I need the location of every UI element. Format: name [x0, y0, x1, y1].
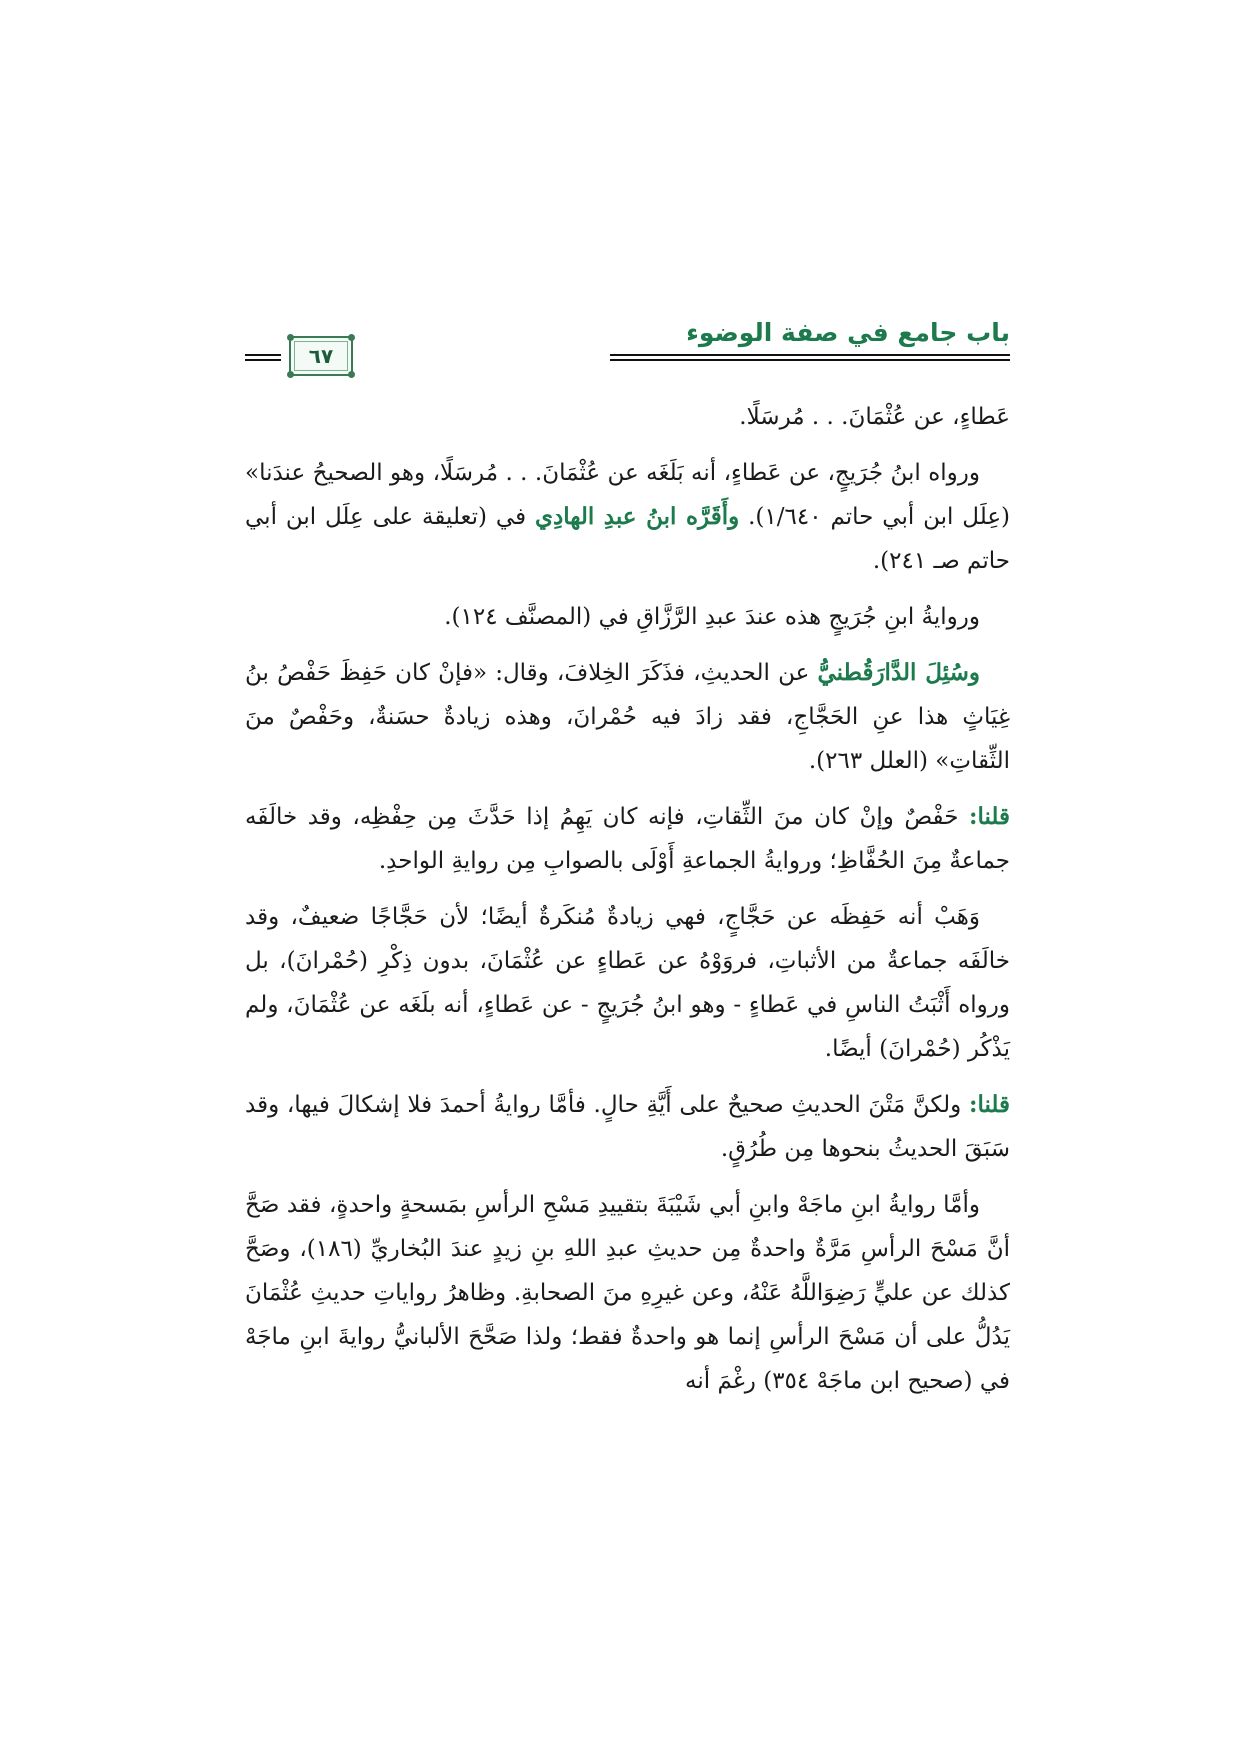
header-rule-double: [610, 359, 1010, 361]
frame-ornament-icon: [348, 371, 355, 378]
label-qulna: قلنا:: [968, 1091, 1011, 1118]
paragraph-4-text: عن الحديثِ، فذَكَرَ الخِلافَ، وقال: «فإنْ كان حَفِظَ حَفْصُ بنُ غِيَاثٍ هذا عنِ الحَجَّاجِ، فقد زادَ فيه حُمْرانَ، وهذه زيادةٌ حسَنةٌ، وحَفْصٌ منَ الثِّقاتِ» (العلل ٢٦٣).: [245, 660, 1010, 774]
paragraph-1: عَطاءٍ، عن عُثْمَانَ. . . مُرسَلًا.: [739, 404, 1010, 430]
paragraph-7: [245, 1083, 1010, 1171]
page-header: [245, 318, 1010, 384]
paragraph-2-text-end: في (تعليقة على عِلَل ابن أبي حاتم صـ ٢٤١).: [245, 504, 1010, 574]
paragraph-5-text: حَفْصٌ وإنْ كان منَ الثِّقاتِ، فإنه كان يَهِمُ إذا حَدَّثَ مِن حِفْظِه، وقد خالَفَه جماعةٌ مِنَ الحُفَّاظِ؛ وروايةُ الجماعةِ أَوْلَى بالصوابِ مِن روايةِ الواحدِ.: [245, 804, 1010, 874]
paragraph-4: [245, 651, 1010, 783]
paragraph-2: [245, 451, 1010, 583]
paragraph-6: وَهَبْ أنه حَفِظَه عن حَجَّاجٍ، فهي زيادةٌ مُنكَرةٌ أيضًا؛ لأن حَجَّاجًا ضعيفٌ، وقد خالَفَه جماعةٌ من الأثباتِ، فروَوْهُ عن عَطاءٍ عن عُثْمَانَ، بدون ذِكْرِ (حُمْرانَ)، بل ورواه أَثْبَتُ الناسِ في عَطاءٍ - وهو ابنُ جُرَيجٍ - عن عَطاءٍ، أنه بلَغَه عن عُثْمَانَ، ولم يَذْكُر (حُمْرانَ) أيضًا.: [245, 904, 1010, 1062]
frame-ornament-icon: [287, 334, 294, 341]
header-rule-left: [245, 354, 281, 356]
paragraph-8: وأمَّا روايةُ ابنِ ماجَهْ وابنِ أبي شَيْبَةَ بتقييدِ مَسْحِ الرأسِ بمَسحةٍ واحدةٍ، فقد صَحَّ أنَّ مَسْحَ الرأسِ مَرَّةٌ واحدةٌ مِن حديثِ عبدِ اللهِ بنِ زيدٍ عندَ البُخاريِّ (١٨٦)، وصَحَّ كذلك عن عليٍّ رَضِوَاللَّهُ عَنْهُ، وعن غيرِهِ منَ الصحابةِ. وظاهرُ رواياتِ حديثِ عُثْمَانَ يَدُلُّ على أن مَسْحَ الرأسِ إنما هو واحدةٌ فقط؛ ولذا صَحَّحَ الألبانيُّ روايةَ ابنِ ماجَهْ في (صحيح ابن ماجَهْ ٣٥٤) رغْمَ أنه: [245, 1192, 1010, 1394]
paragraph-2-text: ورواه ابنُ جُرَيجٍ، عن عَطاءٍ، أنه بَلَغَه عن عُثْمَانَ. . . مُرسَلًا، وهو الصحيحُ عندَنا» (عِلَل ابن أبي حاتم ١/٦٤٠).: [245, 460, 1011, 530]
page-number: ٦٧: [308, 344, 334, 368]
paragraph-3: وروايةُ ابنِ جُرَيجٍ هذه عندَ عبدِ الرَّزَّاقِ في (المصنَّف ١٢٤).: [444, 604, 980, 630]
paragraph-5: [245, 795, 1010, 883]
header-rule-left-double: [245, 359, 281, 361]
header-rule: [610, 354, 1010, 356]
label-qulna: قلنا:: [968, 803, 1011, 830]
page-number-frame: [289, 336, 353, 376]
highlight-daraqutni: وسُئِلَ الدَّارَقُطنيُّ: [817, 659, 980, 686]
page-body: [245, 395, 1010, 1415]
highlight-ibn-abdulhadi: وأَقَرَّه ابنُ عبدِ الهادِي: [534, 503, 740, 530]
paragraph-7-text: ولكنَّ مَتْنَ الحديثِ صحيحٌ على أَيَّةِ حالٍ. فأمَّا روايةُ أحمدَ فلا إشكالَ فيها، وقد سَبَقَ الحديثُ بنحوها مِن طُرُقٍ.: [245, 1092, 1010, 1162]
chapter-title: باب جامع في صفة الوضوء: [686, 318, 1010, 347]
frame-ornament-icon: [348, 334, 355, 341]
frame-ornament-icon: [287, 371, 294, 378]
